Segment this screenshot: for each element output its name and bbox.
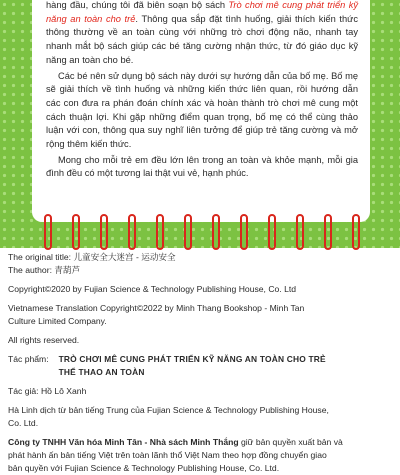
spiral-ring <box>212 214 220 250</box>
original-author: The author: 青葫芦 <box>8 265 81 275</box>
spiral-ring <box>268 214 276 250</box>
spiral-ring <box>156 214 164 250</box>
publisher-line-3: bản quyền với Fujian Science & Technology Publishing House, Co. Ltd. <box>8 463 280 473</box>
publisher-line-2: phát hành ấn bản tiếng Việt trên toàn lãnh thổ Việt Nam theo hợp đồng chuyển giao <box>8 450 327 460</box>
spiral-ring <box>240 214 248 250</box>
copyright-translation: Vietnamese Translation Copyright©2022 by Minh Thang Bookshop - Minh Tan <box>8 303 305 313</box>
work-label: Tác phẩm: <box>8 354 49 364</box>
vn-author: Tác giả: Hồ Lô Xanh <box>8 386 87 396</box>
publisher-text: giữ bản quyền xuất bản và <box>238 437 343 447</box>
work-title-row <box>8 353 394 366</box>
spiral-ring <box>324 214 332 250</box>
work-title-row-2 <box>8 366 394 379</box>
copyright-original: Copyright©2020 by Fujian Science & Technology Publishing House, Co. Ltd <box>8 284 297 294</box>
book-series-title: Trò chơi mê cung phát triển kỹ năng an toàn cho trẻ <box>46 0 358 24</box>
translation-note: Hà Linh dịch từ bản tiếng Trung của Fujian Science & Technology Publishing House, <box>8 405 329 415</box>
work-title-line-2: THỂ THAO AN TOÀN <box>58 367 145 377</box>
spiral-ring <box>100 214 108 250</box>
colophon <box>8 251 394 475</box>
spiral-ring <box>44 214 52 250</box>
translation-note-cont: Co. Ltd. <box>8 418 39 428</box>
spiral-binding <box>34 214 370 254</box>
preface-card <box>32 0 370 222</box>
preface-paragraph-2: Các bé nên sử dụng bộ sách này dưới sự hướng dẫn của bố mẹ. Bố mẹ sẽ giải thích về tình huống và những kiến thức liên quan, rồi hướng dẫn các con đưa ra phán đoán chính xác và hoàn thành trò chơi mê cung một cách thuận lợi. Khi gặp những điểm quan trọng, bố mẹ có thể cùng thảo luận với con, thông qua suy nghĩ liên tưởng để giúp trẻ tăng cường và mở rộng thêm kiến thức. <box>46 70 358 150</box>
preface-paragraph-1 <box>46 0 358 68</box>
work-title-line-1: TRÒ CHƠI MÊ CUNG PHÁT TRIỂN KỸ NĂNG AN TOÀN CHO TRẺ <box>58 354 326 364</box>
spiral-ring <box>72 214 80 250</box>
spiral-ring <box>128 214 136 250</box>
spiral-ring <box>352 214 360 250</box>
preface-text: hàng đầu, chúng tôi đã biên soạn bộ sách <box>46 0 229 10</box>
rights-reserved: All rights reserved. <box>8 335 80 345</box>
spiral-ring <box>296 214 304 250</box>
preface-paragraph-3: Mong cho mỗi trẻ em đều lớn lên trong an toàn và khỏe mạnh, mỗi gia đình đều có một tương lai thật vui vẻ, hạnh phúc. <box>46 154 358 179</box>
publisher-line-1 <box>8 436 394 449</box>
preface-text: . Thông qua sắp đặt tình huống, giải thích kiến thức thông thường về an toàn cùng với những trò chơi động não, nhanh tay nhanh mắt bộ sách giúp các bé tăng cường nhận thức, từ đó giáo dục kỹ năng an toàn cho bé. <box>46 13 359 65</box>
publisher-name: Công ty TNHH Văn hóa Minh Tân - Nhà sách Minh Thắng <box>8 437 239 447</box>
copyright-translation-cont: Culture Limited Company. <box>8 316 107 326</box>
spiral-ring <box>184 214 192 250</box>
original-title: The original title: 儿童安全大迷宫 - 运动安全 <box>8 252 176 262</box>
